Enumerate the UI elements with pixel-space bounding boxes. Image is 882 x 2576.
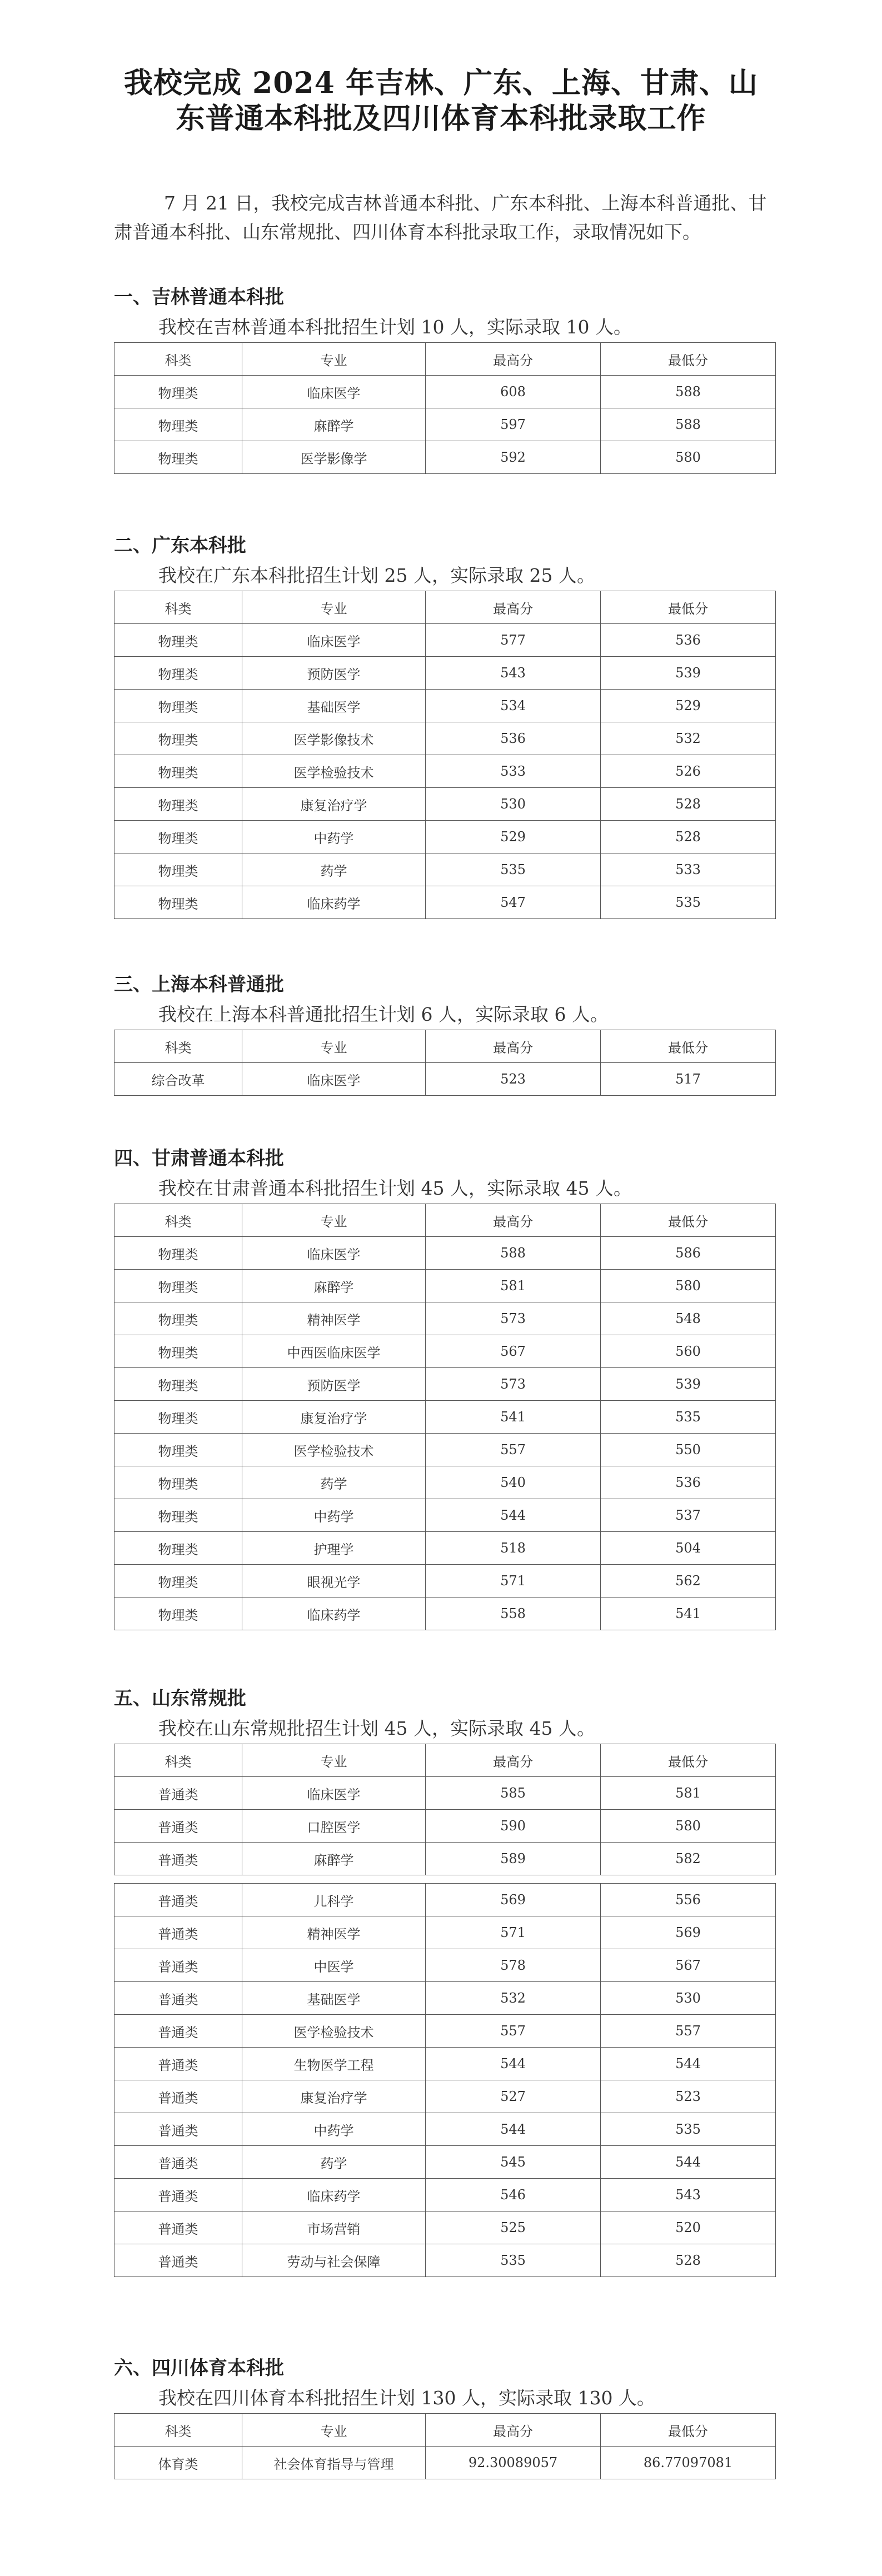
table-row: [114, 376, 776, 408]
cell-min-score: 86.77097081: [601, 2447, 776, 2479]
cell-max-score: 540: [426, 1466, 601, 1499]
cell-max-score: 581: [426, 1270, 601, 1302]
cell-major: 预防医学: [242, 657, 426, 690]
spacer-cell: [114, 1875, 776, 1884]
cell-major: 康复治疗学: [242, 788, 426, 821]
admission-table: [114, 591, 776, 919]
cell-min-score: 530: [601, 1982, 776, 2015]
cell-major: 临床药学: [242, 2179, 426, 2211]
header-major: 专业: [242, 343, 426, 376]
cell-max-score: 597: [426, 408, 601, 441]
admission-table: [114, 1204, 776, 1630]
cell-max-score: 590: [426, 1810, 601, 1843]
cell-category: 普通类: [114, 1843, 242, 1875]
cell-major: 临床药学: [242, 1597, 426, 1630]
cell-category: 普通类: [114, 1949, 242, 1982]
cell-category: 普通类: [114, 2179, 242, 2211]
cell-major: 精神医学: [242, 1302, 426, 1335]
cell-major: 医学影像技术: [242, 722, 426, 755]
cell-max-score: 569: [426, 1884, 601, 1916]
page-title: [83, 66, 799, 137]
table-row: [114, 2113, 776, 2146]
header-major: 专业: [242, 1204, 426, 1237]
cell-min-score: 541: [601, 1597, 776, 1630]
cell-max-score: 557: [426, 1434, 601, 1466]
section-summary: 我校在吉林普通本科批招生计划 10 人，实际录取 10 人。: [158, 316, 632, 338]
table-row: [114, 624, 776, 657]
cell-major: 医学影像学: [242, 441, 426, 474]
table-row: [114, 1597, 776, 1630]
table-row: [114, 657, 776, 690]
cell-major: 中医学: [242, 1949, 426, 1982]
cell-max-score: 544: [426, 2048, 601, 2080]
cell-category: 物理类: [114, 408, 242, 441]
table-row: [114, 853, 776, 886]
cell-min-score: 580: [601, 1270, 776, 1302]
cell-min-score: 582: [601, 1843, 776, 1875]
cell-max-score: 523: [426, 1063, 601, 1096]
cell-min-score: 535: [601, 2113, 776, 2146]
cell-max-score: 535: [426, 853, 601, 886]
cell-category: 物理类: [114, 1532, 242, 1565]
header-category: 科类: [114, 343, 242, 376]
cell-min-score: 562: [601, 1565, 776, 1597]
cell-category: 普通类: [114, 2048, 242, 2080]
cell-min-score: 537: [601, 1499, 776, 1532]
cell-major: 麻醉学: [242, 1270, 426, 1302]
admission-table: [114, 342, 776, 474]
cell-max-score: 534: [426, 690, 601, 722]
header-max-score: 最高分: [426, 2414, 601, 2447]
table-row: [114, 1237, 776, 1270]
cell-min-score: 520: [601, 2211, 776, 2244]
cell-major: 劳动与社会保障: [242, 2244, 426, 2277]
cell-category: 普通类: [114, 2015, 242, 2048]
table-row: [114, 1270, 776, 1302]
section-summary: 我校在四川体育本科批招生计划 130 人，实际录取 130 人。: [158, 2387, 655, 2409]
header-category: 科类: [114, 591, 242, 624]
cell-max-score: 541: [426, 1401, 601, 1434]
table-header-row: [114, 591, 776, 624]
cell-major: 麻醉学: [242, 1843, 426, 1875]
cell-min-score: 588: [601, 408, 776, 441]
table-row: [114, 1532, 776, 1565]
cell-max-score: 608: [426, 376, 601, 408]
cell-min-score: 535: [601, 1401, 776, 1434]
table-row: [114, 1466, 776, 1499]
header-major: 专业: [242, 2414, 426, 2447]
cell-category: 物理类: [114, 1434, 242, 1466]
table-row: [114, 821, 776, 853]
section-shanghai: [114, 970, 775, 1096]
table-row: [114, 2048, 776, 2080]
cell-category: 普通类: [114, 1810, 242, 1843]
section-shandong: [114, 1684, 775, 2277]
cell-max-score: 533: [426, 755, 601, 788]
cell-max-score: 530: [426, 788, 601, 821]
header-min-score: 最低分: [601, 1204, 776, 1237]
cell-min-score: 536: [601, 1466, 776, 1499]
section-heading: 六、四川体育本科批: [114, 2357, 284, 2379]
table-header-row: [114, 1744, 776, 1777]
cell-min-score: 588: [601, 376, 776, 408]
cell-min-score: 528: [601, 788, 776, 821]
cell-max-score: 532: [426, 1982, 601, 2015]
admission-table: [114, 2413, 776, 2479]
header-min-score: 最低分: [601, 1744, 776, 1777]
header-max-score: 最高分: [426, 1030, 601, 1063]
admission-table: [114, 1744, 776, 2277]
cell-major: 口腔医学: [242, 1810, 426, 1843]
cell-category: 物理类: [114, 1368, 242, 1401]
cell-min-score: 539: [601, 657, 776, 690]
header-category: 科类: [114, 1030, 242, 1063]
header-category: 科类: [114, 1204, 242, 1237]
cell-min-score: 533: [601, 853, 776, 886]
cell-category: 普通类: [114, 1884, 242, 1916]
cell-min-score: 539: [601, 1368, 776, 1401]
cell-max-score: 547: [426, 886, 601, 919]
table-row: [114, 1302, 776, 1335]
cell-min-score: 529: [601, 690, 776, 722]
table-row: [114, 722, 776, 755]
section-jilin: [114, 282, 775, 474]
cell-min-score: 517: [601, 1063, 776, 1096]
table-row: [114, 2146, 776, 2179]
header-min-score: 最低分: [601, 2414, 776, 2447]
cell-major: 预防医学: [242, 1368, 426, 1401]
table-row: [114, 408, 776, 441]
cell-major: 临床医学: [242, 1063, 426, 1096]
cell-major: 医学检验技术: [242, 2015, 426, 2048]
header-major: 专业: [242, 591, 426, 624]
cell-min-score: 535: [601, 886, 776, 919]
table-row: [114, 1916, 776, 1949]
cell-major: 生物医学工程: [242, 2048, 426, 2080]
intro-paragraph: 7 月 21 日，我校完成吉林普通本科批、广东本科批、上海本科普通批、甘肃普通本科批、山东常规批、四川体育本科批录取工作，录取情况如下。: [114, 192, 767, 243]
cell-min-score: 580: [601, 1810, 776, 1843]
table-header-row: [114, 2414, 776, 2447]
table-row: [114, 755, 776, 788]
cell-category: 物理类: [114, 657, 242, 690]
cell-category: 物理类: [114, 1565, 242, 1597]
table-row: [114, 1884, 776, 1916]
cell-category: 物理类: [114, 1597, 242, 1630]
cell-max-score: 577: [426, 624, 601, 657]
cell-max-score: 92.30089057: [426, 2447, 601, 2479]
cell-category: 物理类: [114, 788, 242, 821]
cell-category: 物理类: [114, 722, 242, 755]
cell-max-score: 558: [426, 1597, 601, 1630]
title-line-2: 东普通本科批及四川体育本科批录取工作: [176, 102, 706, 136]
cell-max-score: 573: [426, 1302, 601, 1335]
section-heading: 五、山东常规批: [114, 1688, 246, 1710]
cell-category: 物理类: [114, 690, 242, 722]
section-heading: 四、甘肃普通本科批: [114, 1147, 284, 1170]
cell-min-score: 532: [601, 722, 776, 755]
cell-major: 基础医学: [242, 690, 426, 722]
cell-major: 中药学: [242, 2113, 426, 2146]
header-max-score: 最高分: [426, 591, 601, 624]
table-row: [114, 2080, 776, 2113]
cell-max-score: 536: [426, 722, 601, 755]
cell-category: 物理类: [114, 1466, 242, 1499]
cell-major: 麻醉学: [242, 408, 426, 441]
table-row: [114, 1565, 776, 1597]
cell-max-score: 592: [426, 441, 601, 474]
title-line-1: 我校完成 2024 年吉林、广东、上海、甘肃、山: [124, 66, 758, 100]
cell-major: 中西医临床医学: [242, 1335, 426, 1368]
cell-min-score: 548: [601, 1302, 776, 1335]
cell-min-score: 536: [601, 624, 776, 657]
cell-category: 物理类: [114, 441, 242, 474]
cell-major: 市场营销: [242, 2211, 426, 2244]
cell-category: 物理类: [114, 1499, 242, 1532]
section-guangdong: [114, 531, 775, 919]
cell-min-score: 556: [601, 1884, 776, 1916]
cell-min-score: 557: [601, 2015, 776, 2048]
cell-category: 普通类: [114, 2244, 242, 2277]
table-row: [114, 1982, 776, 2015]
cell-max-score: 571: [426, 1916, 601, 1949]
cell-major: 临床医学: [242, 1237, 426, 1270]
cell-min-score: 504: [601, 1532, 776, 1565]
cell-major: 临床医学: [242, 1777, 426, 1810]
cell-min-score: 581: [601, 1777, 776, 1810]
cell-category: 普通类: [114, 1916, 242, 1949]
cell-category: 物理类: [114, 755, 242, 788]
cell-max-score: 573: [426, 1368, 601, 1401]
table-row: [114, 1777, 776, 1810]
cell-min-score: 567: [601, 1949, 776, 1982]
header-max-score: 最高分: [426, 1204, 601, 1237]
cell-max-score: 557: [426, 2015, 601, 2048]
table-spacer-row: [114, 1875, 776, 1884]
cell-min-score: 544: [601, 2048, 776, 2080]
cell-min-score: 523: [601, 2080, 776, 2113]
cell-category: 普通类: [114, 1777, 242, 1810]
header-category: 科类: [114, 2414, 242, 2447]
section-heading: 三、上海本科普通批: [114, 974, 284, 996]
table-row: [114, 788, 776, 821]
table-row: [114, 1335, 776, 1368]
cell-major: 医学检验技术: [242, 755, 426, 788]
table-row: [114, 1063, 776, 1096]
table-row: [114, 1434, 776, 1466]
cell-min-score: 528: [601, 821, 776, 853]
section-heading: 一、吉林普通本科批: [114, 286, 284, 308]
cell-min-score: 526: [601, 755, 776, 788]
section-summary: 我校在上海本科普通批招生计划 6 人，实际录取 6 人。: [158, 1004, 609, 1025]
section-gansu: [114, 1144, 775, 1630]
cell-category: 物理类: [114, 886, 242, 919]
cell-category: 物理类: [114, 1335, 242, 1368]
cell-min-score: 560: [601, 1335, 776, 1368]
table-row: [114, 690, 776, 722]
table-header-row: [114, 343, 776, 376]
cell-major: 基础医学: [242, 1982, 426, 2015]
cell-category: 物理类: [114, 376, 242, 408]
cell-category: 普通类: [114, 1982, 242, 2015]
table-row: [114, 1401, 776, 1434]
cell-max-score: 567: [426, 1335, 601, 1368]
section-summary: 我校在广东本科批招生计划 25 人，实际录取 25 人。: [158, 565, 595, 586]
cell-major: 临床医学: [242, 376, 426, 408]
table-row: [114, 2244, 776, 2277]
table-row: [114, 1368, 776, 1401]
cell-category: 综合改革: [114, 1063, 242, 1096]
cell-max-score: 546: [426, 2179, 601, 2211]
cell-min-score: 550: [601, 1434, 776, 1466]
cell-max-score: 543: [426, 657, 601, 690]
table-row: [114, 2447, 776, 2479]
cell-max-score: 545: [426, 2146, 601, 2179]
header-min-score: 最低分: [601, 343, 776, 376]
cell-category: 普通类: [114, 2146, 242, 2179]
cell-category: 物理类: [114, 1270, 242, 1302]
table-row: [114, 1810, 776, 1843]
cell-major: 药学: [242, 1466, 426, 1499]
cell-major: 护理学: [242, 1532, 426, 1565]
cell-max-score: 589: [426, 1843, 601, 1875]
header-category: 科类: [114, 1744, 242, 1777]
header-major: 专业: [242, 1744, 426, 1777]
cell-major: 儿科学: [242, 1884, 426, 1916]
cell-major: 药学: [242, 2146, 426, 2179]
cell-category: 物理类: [114, 821, 242, 853]
cell-min-score: 569: [601, 1916, 776, 1949]
cell-max-score: 529: [426, 821, 601, 853]
cell-major: 临床医学: [242, 624, 426, 657]
cell-min-score: 543: [601, 2179, 776, 2211]
table-row: [114, 441, 776, 474]
table-row: [114, 1843, 776, 1875]
section-heading: 二、广东本科批: [114, 535, 246, 557]
cell-category: 普通类: [114, 2211, 242, 2244]
cell-min-score: 586: [601, 1237, 776, 1270]
cell-max-score: 544: [426, 2113, 601, 2146]
table-header-row: [114, 1204, 776, 1237]
cell-category: 体育类: [114, 2447, 242, 2479]
cell-max-score: 525: [426, 2211, 601, 2244]
cell-category: 物理类: [114, 853, 242, 886]
cell-min-score: 544: [601, 2146, 776, 2179]
section-summary: 我校在甘肃普通本科批招生计划 45 人，实际录取 45 人。: [158, 1177, 632, 1199]
cell-major: 医学检验技术: [242, 1434, 426, 1466]
cell-max-score: 578: [426, 1949, 601, 1982]
cell-major: 社会体育指导与管理: [242, 2447, 426, 2479]
cell-category: 普通类: [114, 2113, 242, 2146]
table-row: [114, 2015, 776, 2048]
cell-major: 康复治疗学: [242, 2080, 426, 2113]
cell-max-score: 527: [426, 2080, 601, 2113]
cell-max-score: 588: [426, 1237, 601, 1270]
table-row: [114, 2211, 776, 2244]
cell-min-score: 580: [601, 441, 776, 474]
cell-major: 中药学: [242, 821, 426, 853]
header-major: 专业: [242, 1030, 426, 1063]
cell-category: 物理类: [114, 1302, 242, 1335]
cell-category: 物理类: [114, 624, 242, 657]
cell-category: 物理类: [114, 1401, 242, 1434]
header-min-score: 最低分: [601, 1030, 776, 1063]
cell-max-score: 585: [426, 1777, 601, 1810]
section-summary: 我校在山东常规批招生计划 45 人，实际录取 45 人。: [158, 1718, 595, 1739]
table-row: [114, 2179, 776, 2211]
cell-category: 物理类: [114, 1237, 242, 1270]
table-header-row: [114, 1030, 776, 1063]
cell-max-score: 518: [426, 1532, 601, 1565]
cell-category: 普通类: [114, 2080, 242, 2113]
header-max-score: 最高分: [426, 1744, 601, 1777]
header-min-score: 最低分: [601, 591, 776, 624]
cell-max-score: 535: [426, 2244, 601, 2277]
cell-max-score: 571: [426, 1565, 601, 1597]
table-row: [114, 1949, 776, 1982]
table-row: [114, 886, 776, 919]
cell-major: 临床药学: [242, 886, 426, 919]
cell-major: 精神医学: [242, 1916, 426, 1949]
cell-major: 中药学: [242, 1499, 426, 1532]
cell-min-score: 528: [601, 2244, 776, 2277]
cell-major: 眼视光学: [242, 1565, 426, 1597]
cell-major: 药学: [242, 853, 426, 886]
table-row: [114, 1499, 776, 1532]
cell-major: 康复治疗学: [242, 1401, 426, 1434]
cell-max-score: 544: [426, 1499, 601, 1532]
section-sichuan: [114, 2353, 775, 2479]
admission-table: [114, 1030, 776, 1096]
header-max-score: 最高分: [426, 343, 601, 376]
